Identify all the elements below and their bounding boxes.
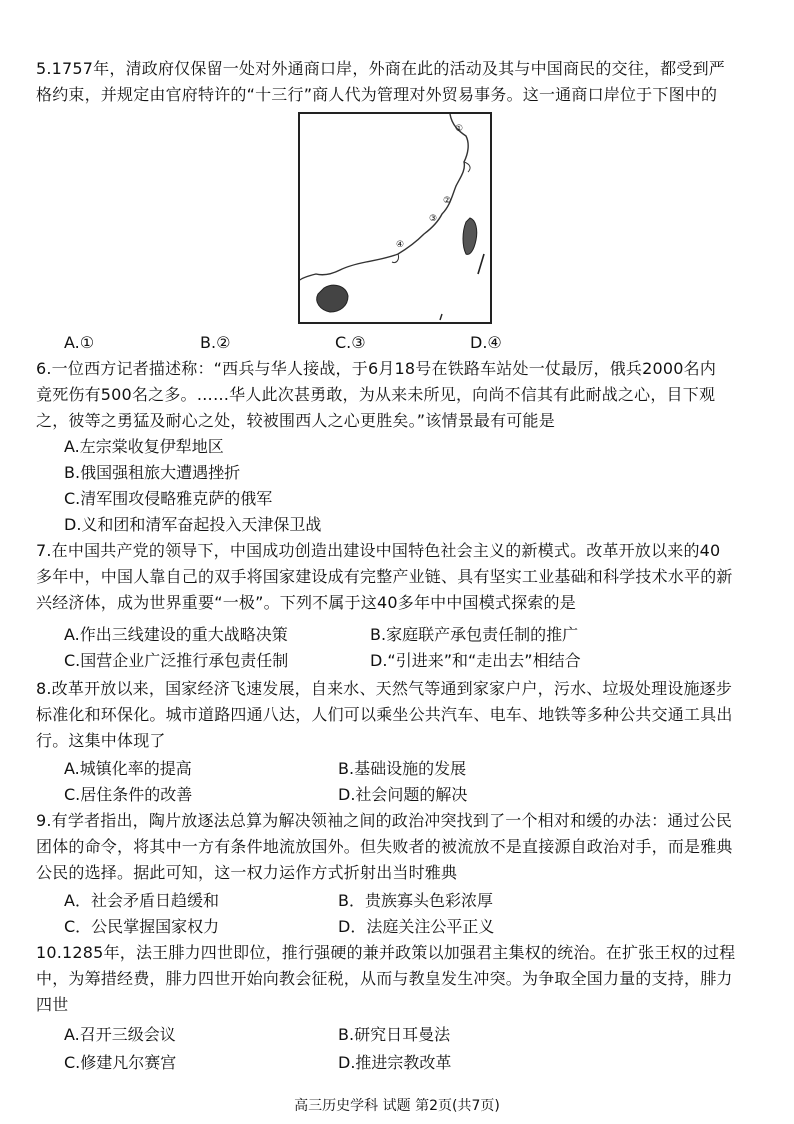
q9-option-a[interactable]: A．社会矛盾日趋缓和 bbox=[64, 891, 219, 910]
coastline-drawing bbox=[300, 114, 490, 322]
q6-stem-line3: 之，彼等之勇猛及耐心之处，较被围西人之心更胜矣。”该情景最有可能是 bbox=[36, 411, 555, 430]
map-marker-3: ③ bbox=[429, 214, 438, 224]
q5-stem-line1: 5.1757年，清政府仅保留一处对外通商口岸，外商在此的活动及其与中国商民的交往，都受到严 bbox=[36, 59, 725, 78]
q10-option-b[interactable]: B.研究日耳曼法 bbox=[338, 1025, 451, 1044]
q7-option-b[interactable]: B.家庭联产承包责任制的推广 bbox=[370, 625, 579, 644]
q5-option-d[interactable]: D.④ bbox=[470, 333, 502, 352]
q10-option-d[interactable]: D.推进宗教改革 bbox=[338, 1053, 452, 1072]
q6-stem-line1: 6.一位西方记者描述称：“西兵与华人接战，于6月18号在铁路车站处一仗最厉，俄兵2000名内 bbox=[36, 359, 717, 378]
q10-option-c[interactable]: C.修建凡尔赛宫 bbox=[64, 1053, 177, 1072]
page-footer: 高三历史学科 试题 第2页(共7页) bbox=[294, 1098, 500, 1114]
q6-option-a[interactable]: A.左宗棠收复伊犁地区 bbox=[64, 437, 224, 456]
q10-stem-line1: 10.1285年，法王腓力四世即位，推行强硬的兼并政策以加强君主集权的统治。在扩张王权的过程 bbox=[36, 943, 736, 962]
q7-stem-line3: 兴经济体，成为世界重要“一极”。下列不属于这40多年中中国模式探索的是 bbox=[36, 593, 576, 612]
q8-option-b[interactable]: B.基础设施的发展 bbox=[338, 759, 467, 778]
q8-option-d[interactable]: D.社会问题的解决 bbox=[338, 785, 468, 804]
map-marker-4: ④ bbox=[396, 240, 405, 250]
q7-stem-line2: 多年中，中国人靠自己的双手将国家建设成有完整产业链、具有坚实工业基础和科学技术水平的新 bbox=[36, 567, 733, 586]
q8-stem-line3: 行。这集中体现了 bbox=[36, 731, 166, 750]
q6-option-b[interactable]: B.俄国强租旅大遭遇挫折 bbox=[64, 463, 241, 482]
q10-option-a[interactable]: A.召开三级会议 bbox=[64, 1025, 176, 1044]
q7-option-a[interactable]: A.作出三线建设的重大战略决策 bbox=[64, 625, 288, 644]
q9-stem-line1: 9.有学者指出，陶片放逐法总算为解决领袖之间的政治冲突找到了一个相对和缓的办法：通过公民 bbox=[36, 811, 733, 830]
q9-option-b[interactable]: B．贵族寡头色彩浓厚 bbox=[338, 891, 493, 910]
map-marker-2: ② bbox=[443, 196, 452, 206]
q10-stem-line2: 中，为筹措经费，腓力四世开始向教会征税，从而与教皇发生冲突。为争取全国力量的支持，腓力 bbox=[36, 969, 733, 988]
q5-stem-line2: 格约束，并规定由官府特许的“十三行”商人代为管理对外贸易事务。这一通商口岸位于下图中的 bbox=[36, 85, 718, 104]
q7-option-c[interactable]: C.国营企业广泛推行承包责任制 bbox=[64, 651, 289, 670]
q9-stem-line3: 公民的选择。据此可知，这一权力运作方式折射出当时雅典 bbox=[36, 863, 458, 882]
map-marker-1: ① bbox=[455, 124, 464, 134]
q8-stem-line2: 标准化和环保化。城市道路四通八达，人们可以乘坐公共汽车、电车、地铁等多种公共交通工具出 bbox=[36, 705, 733, 724]
q9-option-d[interactable]: D．法庭关注公平正义 bbox=[338, 917, 495, 936]
q8-option-c[interactable]: C.居住条件的改善 bbox=[64, 785, 193, 804]
q5-option-b[interactable]: B.② bbox=[200, 333, 231, 352]
q8-stem-line1: 8.改革开放以来，国家经济飞速发展，自来水、天然气等通到家家户户，污水、垃圾处理设施逐步 bbox=[36, 679, 733, 698]
q9-stem-line2: 团体的命令，将其中一方有条件地流放国外。但失败者的被流放不是直接源自政治对手，而是雅典 bbox=[36, 837, 733, 856]
q6-option-d[interactable]: D.义和团和清军奋起投入天津保卫战 bbox=[64, 515, 322, 534]
china-coast-map bbox=[298, 112, 492, 324]
q8-option-a[interactable]: A.城镇化率的提高 bbox=[64, 759, 192, 778]
q5-option-c[interactable]: C.③ bbox=[335, 333, 366, 352]
q5-option-a[interactable]: A.① bbox=[64, 333, 95, 352]
q7-option-d[interactable]: D.“引进来”和“走出去”相结合 bbox=[370, 651, 581, 670]
q7-stem-line1: 7.在中国共产党的领导下，中国成功创造出建设中国特色社会主义的新模式。改革开放以来的40 bbox=[36, 541, 721, 560]
q6-stem-line2: 竟死伤有500名之多。……华人此次甚勇敢，为从来未所见，向尚不信其有此耐战之心，目下观 bbox=[36, 385, 716, 404]
q9-option-c[interactable]: C．公民掌握国家权力 bbox=[64, 917, 220, 936]
q10-stem-line3: 四世 bbox=[36, 995, 69, 1014]
q6-option-c[interactable]: C.清军围攻侵略雅克萨的俄军 bbox=[64, 489, 273, 508]
